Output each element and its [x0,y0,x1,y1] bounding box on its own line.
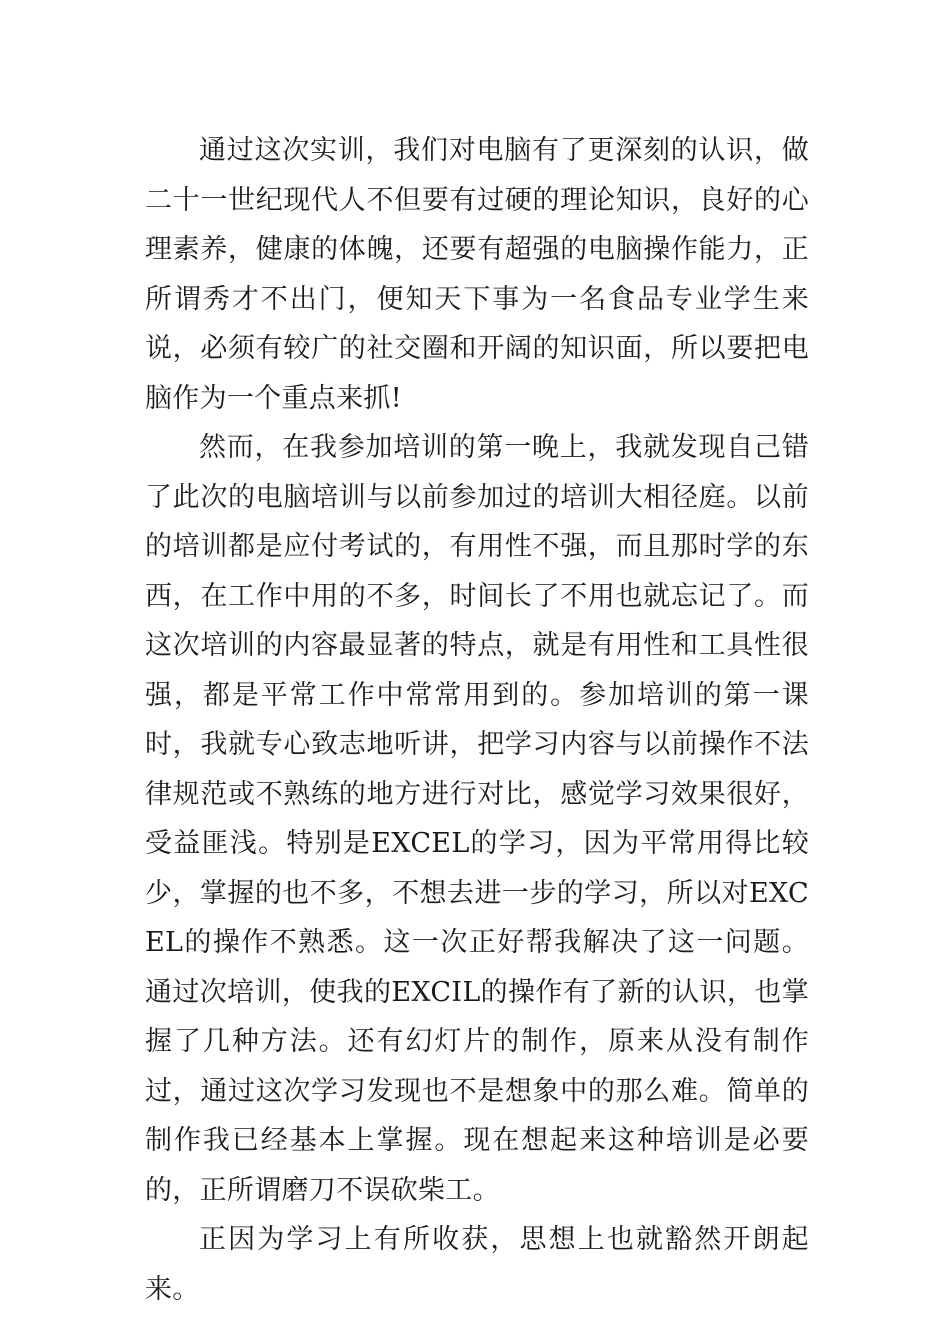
paragraph-2: 然而，在我参加培训的第一晚上，我就发现自己错了此次的电脑培训与以前参加过的培训大相径庭。以前的培训都是应付考试的，有用性不强，而且那时学的东西，在工作中用的不多，时间长了不用也就忘记了。而这次培训的内容最显著的特点，就是有用性和工具性很强，都是平常工作中常常用到的。参加培训的第一课时，我就专心致志地听讲，把学习内容与以前操作不法律规范或不熟练的地方进行对比，感觉学习效果很好，受益匪浅。特别是EXCEL的学习，因为平常用得比较少，掌握的也不多，不想去进一步的学习，所以对EXCEL的操作不熟悉。这一次正好帮我解决了这一问题。通过次培训，使我的EXCIL的操作有了新的认识，也掌握了几种方法。还有幻灯片的制作，原来从没有制作过，通过这次学习发现也不是想象中的那么难。简单的制作我已经基本上掌握。现在想起来这种培训是必要的，正所谓磨刀不误砍柴工。 [145,432,809,1206]
paragraph-1: 通过这次实训，我们对电脑有了更深刻的认识，做二十一世纪现代人不但要有过硬的理论知识，良好的心理素养，健康的体魄，还要有超强的电脑操作能力，正所谓秀才不出门，便知天下事为一名食品专业学生来说，必须有较广的社交圈和开阔的知识面，所以要把电脑作为一个重点来抓! [145,135,809,414]
paragraph-3: 正因为学习上有所收获，思想上也就豁然开朗起来。 [145,1224,809,1305]
document-body [145,126,809,1314]
